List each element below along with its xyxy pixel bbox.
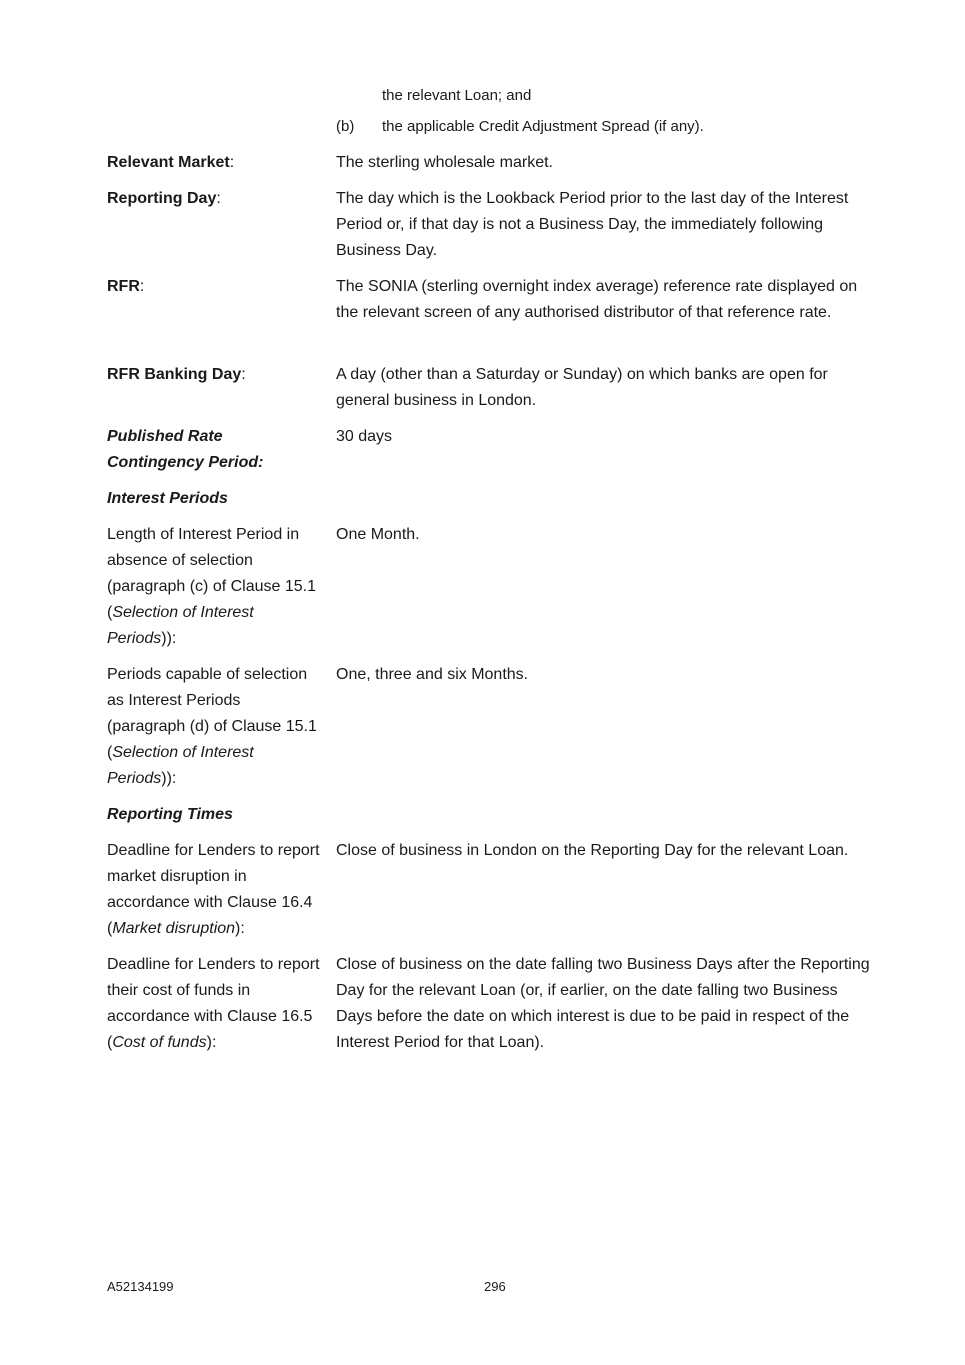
definition-term: RFR Banking Day: <box>107 366 246 383</box>
section-heading-reporting-times: Reporting Times <box>107 806 233 823</box>
item-b-label: (b) <box>336 118 355 135</box>
definition-term: Periods capable of selection as Interest Periods (paragraph (d) of Clause 15.1 (Selection of Interest Periods)): <box>107 666 317 787</box>
definition-text: The SONIA (sterling overnight index average) reference rate displayed on the relevant screen of any authorised distributor of that reference rate. <box>336 278 858 321</box>
section-heading-interest-periods: Interest Periods <box>107 490 228 507</box>
item-b-text: the applicable Credit Adjustment Spread (if any). <box>382 118 704 135</box>
definition-text: A day (other than a Saturday or Sunday) on which banks are open for general business in London. <box>336 366 828 409</box>
definition-term: Deadline for Lenders to report market disruption in accordance with Clause 16.4 (Market disruption): <box>107 842 320 937</box>
definition-text: The day which is the Lookback Period prior to the last day of the Interest Period or, if that day is not a Business Day, the immediately following Business Day. <box>336 190 849 259</box>
definition-term: Reporting Day: <box>107 190 221 207</box>
definition-text: 30 days <box>336 428 393 445</box>
definition-term: Deadline for Lenders to report their cost of funds in accordance with Clause 16.5 (Cost of funds): <box>107 956 320 1051</box>
definition-text: Close of business in London on the Reporting Day for the relevant Loan. <box>336 842 849 859</box>
definition-term: Published Rate Contingency Period: <box>107 428 264 471</box>
definition-text: Close of business on the date falling two Business Days after the Reporting Day for the relevant Loan (or, if earlier, on the date falling two Business Days before the date on which interest is due to be paid in respect of the Interest Period for that Loan). <box>336 956 870 1051</box>
footer-page-number: 296 <box>484 1279 506 1294</box>
definition-text: One, three and six Months. <box>336 666 529 683</box>
definition-term: Length of Interest Period in absence of selection (paragraph (c) of Clause 15.1 (Selection of Interest Periods)): <box>107 526 316 647</box>
continuation-line-a: the relevant Loan; and <box>382 87 532 104</box>
definition-text: One Month. <box>336 526 420 543</box>
definition-term: RFR: <box>107 278 145 295</box>
definition-text: The sterling wholesale market. <box>336 154 553 171</box>
footer-document-reference: A52134199 <box>107 1279 174 1294</box>
definition-term: Relevant Market: <box>107 154 235 171</box>
